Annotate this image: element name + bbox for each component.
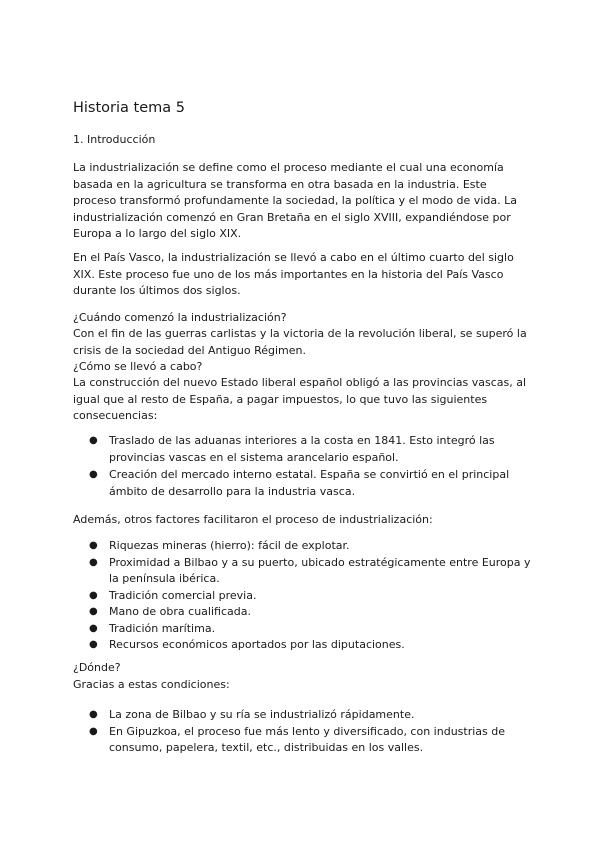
bullet-icon: ● (89, 435, 98, 446)
list-item-text: Recursos económicos aportados por las diputaciones. (109, 638, 405, 651)
question-cuando: ¿Cuándo comenzó la industrialización? (73, 311, 287, 324)
list-item (73, 433, 533, 466)
list-item-text: Creación del mercado interno estatal. España se convirtió en el principal ámbito de desarrollo para la industria vasca. (109, 468, 510, 498)
paragraph-factores: Además, otros factores facilitaron el proceso de industrialización: (73, 513, 433, 526)
list-item-text: Mano de obra cualificada. (109, 605, 251, 618)
bullet-icon: ● (89, 469, 98, 480)
bullet-icon: ● (89, 639, 98, 650)
bullet-icon: ● (89, 556, 98, 568)
list-donde (73, 707, 533, 757)
list-item-text: Proximidad a Bilbao y a su puerto, ubicado estratégicamente entre Europa y la península ibérica. (109, 555, 531, 585)
list-item (73, 555, 533, 588)
list-item (73, 604, 533, 621)
paragraph-definition: La industrialización se define como el proceso mediante el cual una economía basada en la agricultura se transforma en otra basada en la industria. Este proceso transformó profundamente la sociedad, la política y el modo de vida. La industrialización comenzó en Gran Bretaña en el siglo XVIII, expandiéndose por Europa a lo largo del siglo XIX. (73, 161, 517, 240)
list-factores (73, 538, 533, 654)
list-consecuencias (73, 433, 533, 500)
bullet-icon: ● (89, 589, 98, 601)
answer-como: La construcción del nuevo Estado liberal español obligó a las provincias vascas, al igual que al resto de España, a pagar impuestos, lo que tuvo las siguientes consecuencias: (73, 376, 527, 422)
question-como: ¿Cómo se llevó a cabo? (73, 360, 203, 373)
list-item-text: Riquezas mineras (hierro): fácil de explotar. (109, 539, 350, 552)
list-item (73, 621, 533, 638)
bullet-icon: ● (89, 606, 98, 617)
page-title: Historia tema 5 (73, 100, 185, 116)
list-item (73, 637, 533, 654)
list-item (73, 707, 533, 724)
bullet-icon: ● (89, 709, 98, 720)
list-item-text: Tradición comercial previa. (109, 588, 257, 602)
answer-cuando: Con el fin de las guerras carlistas y la victoria de la revolución liberal, se superó la crisis de la sociedad del Antiguo Régimen. (73, 327, 527, 357)
list-item-text: La zona de Bilbao y su ría se industrializó rápidamente. (109, 708, 415, 721)
question-donde: ¿Dónde? (73, 661, 121, 674)
list-item (73, 588, 533, 605)
list-item (73, 724, 533, 757)
bullet-icon: ● (89, 725, 98, 737)
list-item (73, 467, 533, 500)
bullet-icon: ● (89, 540, 98, 551)
paragraph-pais-vasco: En el País Vasco, la industrialización se llevó a cabo en el último cuarto del siglo XIX. Este proceso fue uno de los más importantes en la historia del País Vasco durante los últimos dos siglos. (73, 251, 514, 297)
list-item-text: Tradición marítima. (109, 621, 216, 635)
list-item-text: Traslado de las aduanas interiores a la costa en 1841. Esto integró las provincias vascas en el sistema arancelario español. (109, 434, 495, 464)
list-item (73, 538, 533, 555)
list-item-text: En Gipuzkoa, el proceso fue más lento y diversificado, con industrias de consumo, papelera, textil, etc., distribuidas en los valles. (109, 724, 506, 754)
section-heading-introduccion: 1. Introducción (73, 133, 156, 146)
bullet-icon: ● (89, 622, 98, 634)
answer-donde: Gracias a estas condiciones: (73, 678, 230, 691)
